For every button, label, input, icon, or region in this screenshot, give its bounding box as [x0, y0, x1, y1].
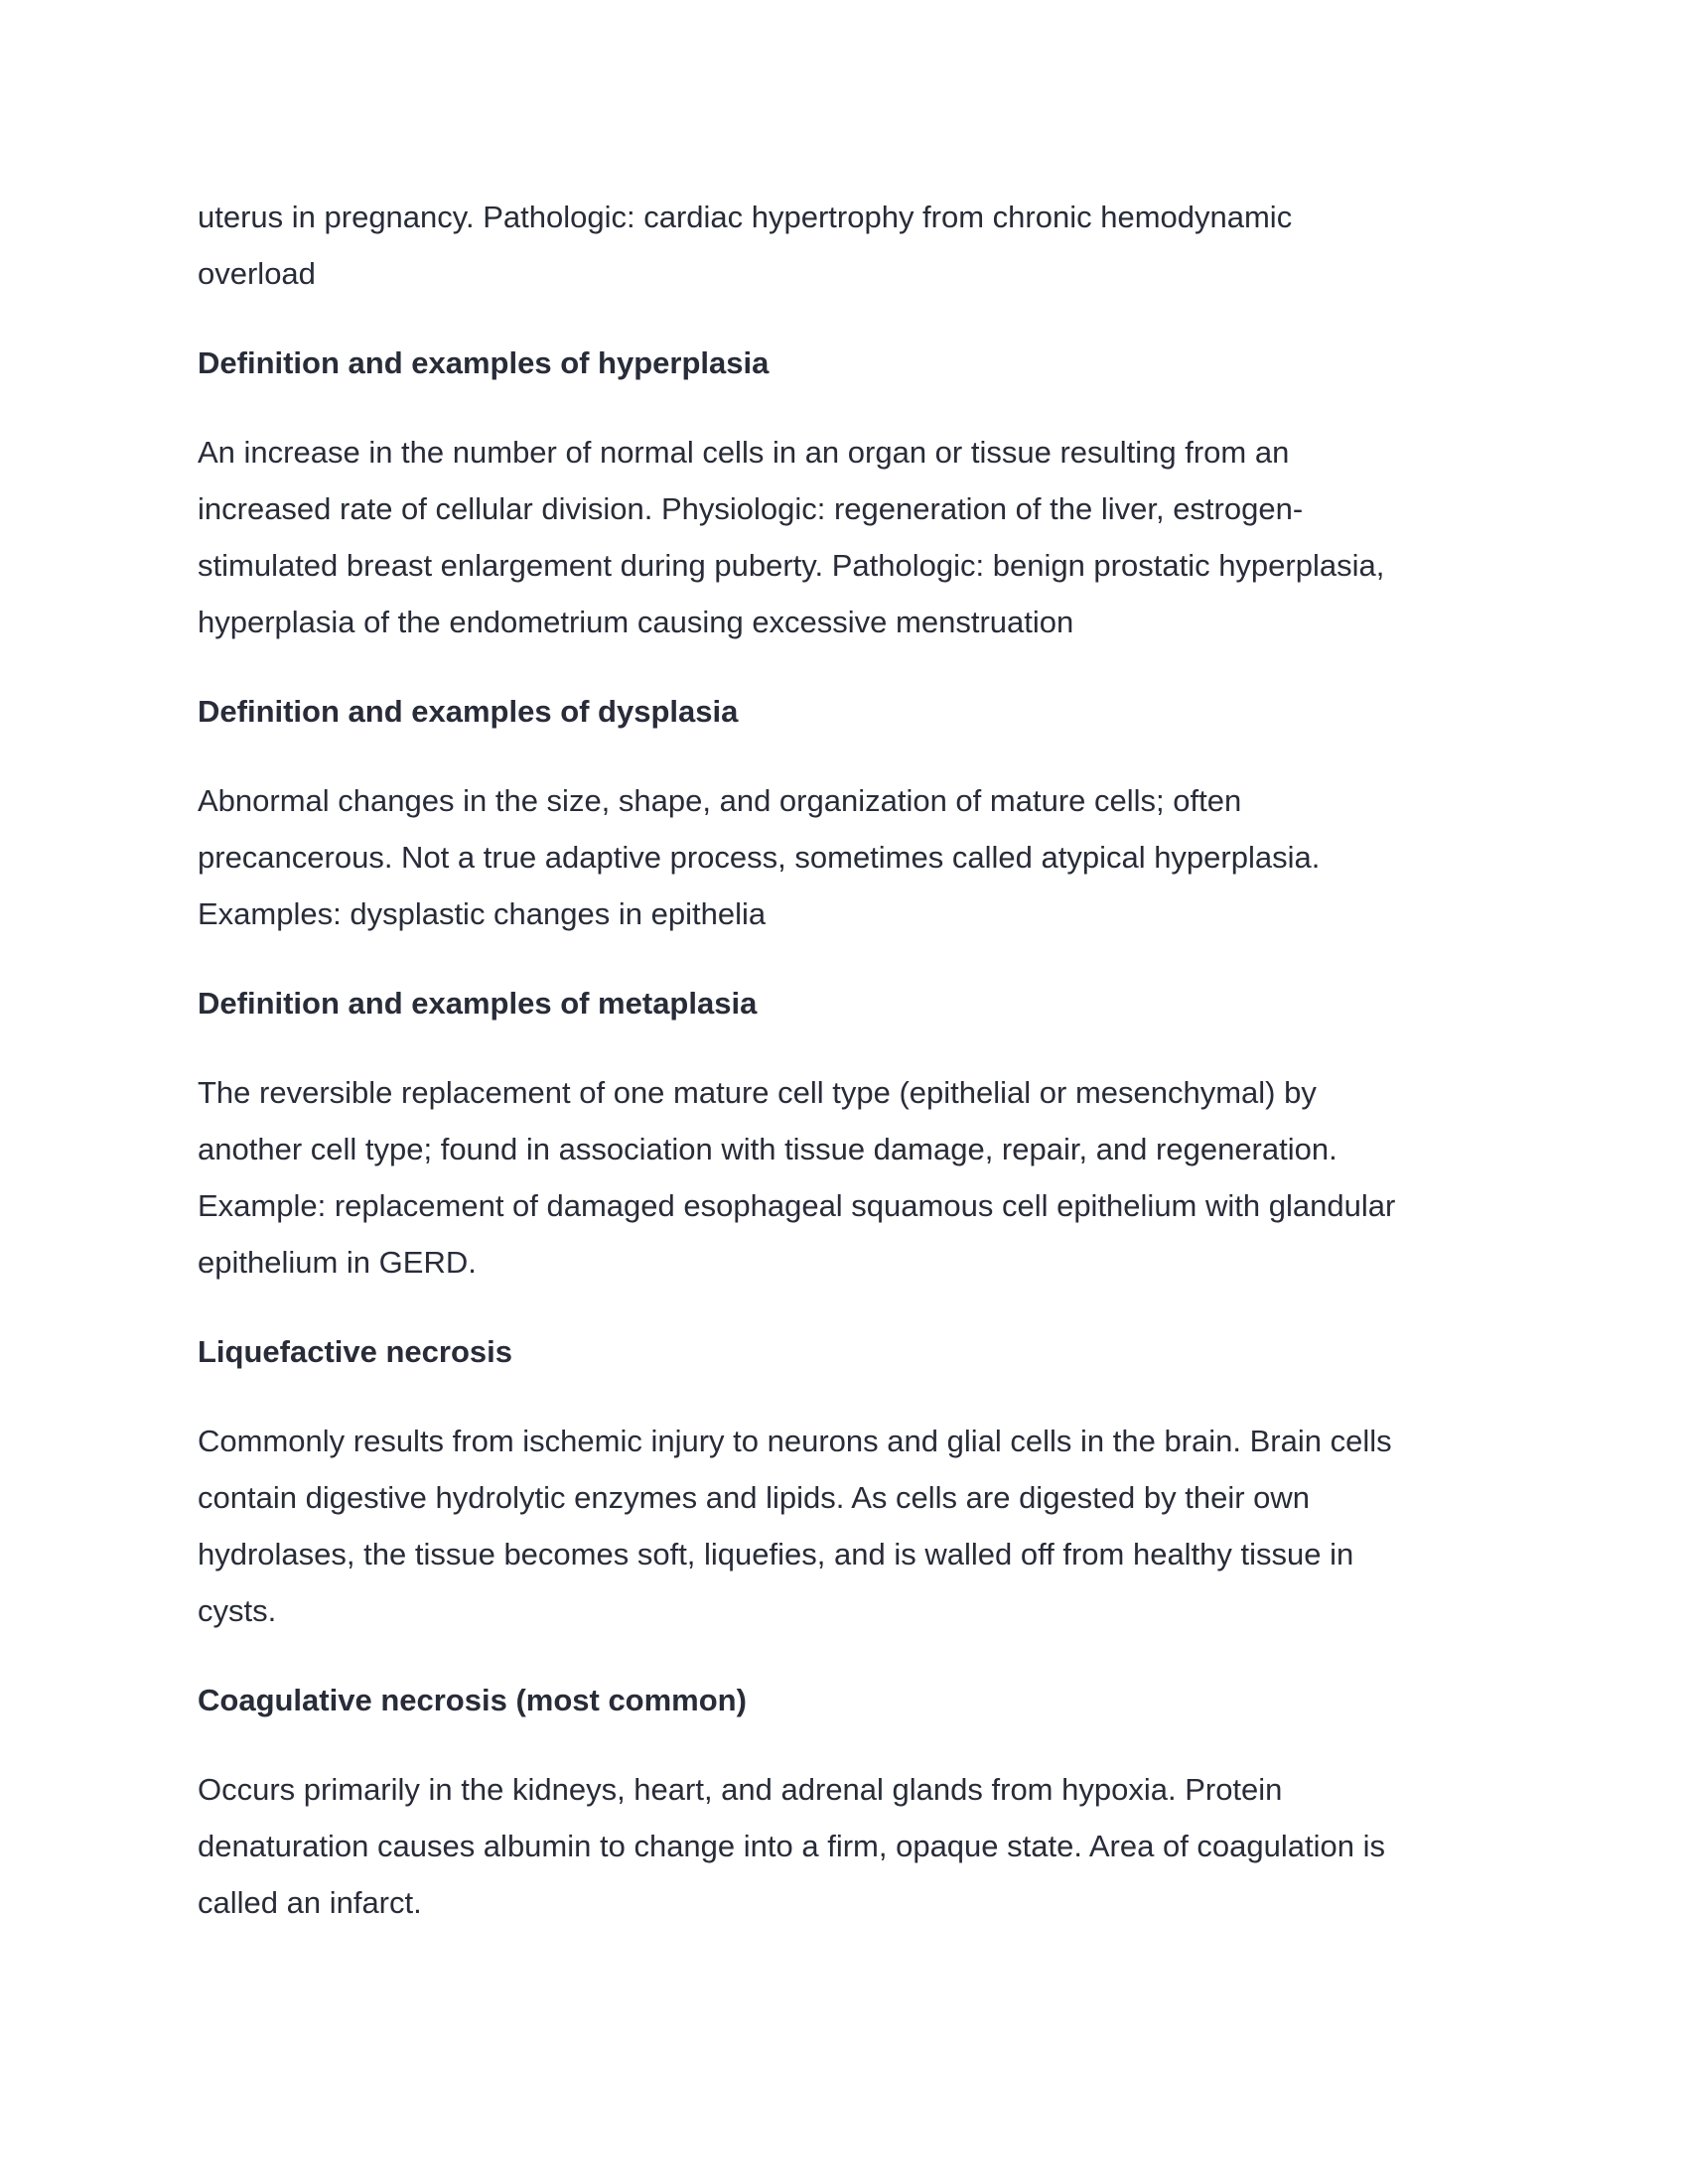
text-line: called an infarct. [198, 1885, 422, 1920]
text-line: Definition and examples of hyperplasia [198, 345, 770, 380]
text-line: hydrolases, the tissue becomes soft, liquefies, and is walled off from healthy tissue in [198, 1537, 1354, 1571]
text-line: Liquefactive necrosis [198, 1334, 513, 1369]
text-line: An increase in the number of normal cells in an organ or tissue resulting from an [198, 435, 1290, 470]
text-line: epithelium in GERD. [198, 1245, 477, 1280]
text-line: overload [198, 256, 316, 291]
text-line: Definition and examples of dysplasia [198, 694, 739, 729]
section-heading [198, 975, 1508, 1031]
text-line: uterus in pregnancy. Pathologic: cardiac hypertrophy from chronic hemodynamic [198, 200, 1293, 234]
text-line: Definition and examples of metaplasia [198, 986, 758, 1021]
text-line: hyperplasia of the endometrium causing excessive menstruation [198, 605, 1074, 639]
text-line: Coagulative necrosis (most common) [198, 1683, 747, 1717]
text-line: stimulated breast enlargement during puberty. Pathologic: benign prostatic hyperplasia, [198, 548, 1385, 583]
text-line: Abnormal changes in the size, shape, and organization of mature cells; often [198, 783, 1242, 818]
text-line: Occurs primarily in the kidneys, heart, and adrenal glands from hypoxia. Protein [198, 1772, 1283, 1807]
paragraph [198, 1413, 1508, 1639]
text-line: contain digestive hydrolytic enzymes and lipids. As cells are digested by their own [198, 1480, 1311, 1515]
text-line: precancerous. Not a true adaptive process, sometimes called atypical hyperplasia. [198, 840, 1321, 875]
text-line: The reversible replacement of one mature cell type (epithelial or mesenchymal) by [198, 1075, 1317, 1110]
section-heading [198, 683, 1508, 740]
paragraph [198, 189, 1508, 302]
paragraph [198, 1761, 1508, 1931]
text-line: denaturation causes albumin to change into a firm, opaque state. Area of coagulation is [198, 1829, 1385, 1863]
paragraph [198, 772, 1508, 942]
text-line: Example: replacement of damaged esophageal squamous cell epithelium with glandular [198, 1188, 1396, 1223]
text-line: Commonly results from ischemic injury to neurons and glial cells in the brain. Brain cells [198, 1424, 1392, 1458]
text-line: Examples: dysplastic changes in epithelia [198, 896, 767, 931]
text-line: cysts. [198, 1593, 277, 1628]
text-line: another cell type; found in association with tissue damage, repair, and regeneration. [198, 1132, 1337, 1166]
paragraph [198, 424, 1508, 650]
text-line: increased rate of cellular division. Physiologic: regeneration of the liver, estrogen- [198, 491, 1304, 526]
section-heading [198, 1672, 1508, 1728]
paragraph [198, 1064, 1508, 1291]
document-body [198, 189, 1508, 1964]
section-heading [198, 1323, 1508, 1380]
section-heading [198, 335, 1508, 391]
